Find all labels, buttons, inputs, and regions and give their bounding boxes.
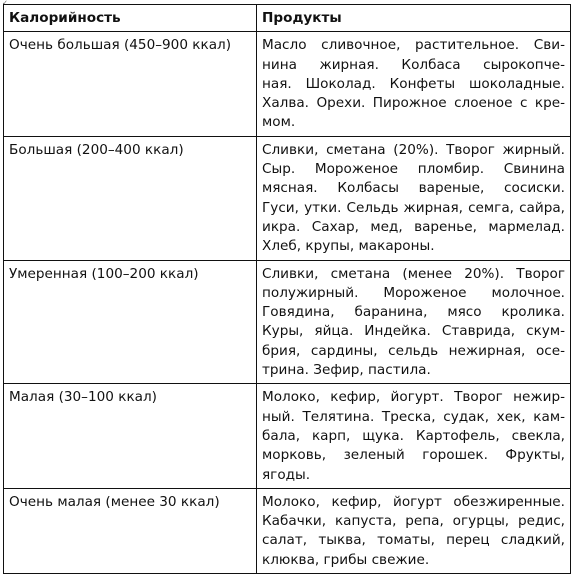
products-line: ный. Телятина. Треска, судак, хек, кам- [262, 408, 565, 425]
products-line: Халва. Орехи. Пирожное слоеное с кре- [262, 95, 565, 112]
table-row [4, 260, 571, 384]
products-line: полужирный. Мороженое молочное. [262, 284, 565, 301]
header-products: Продукты [257, 5, 571, 32]
table-row [4, 384, 571, 488]
products-line: Молоко, кефир, йогурт. Творог нежир- [262, 389, 565, 406]
products-line: Хлеб, крупы, макароны. [262, 238, 435, 255]
products-line: Говядина, баранина, мясо кролика. [262, 304, 565, 321]
table-row [4, 136, 571, 260]
category-cell: Очень малая (менее 30 ккал) [4, 488, 257, 573]
products-line: Масло сливочное, растительное. Сви- [262, 37, 565, 54]
products-cell [257, 384, 571, 488]
products-line: мясная. Колбасы вареные, сосиски. [262, 180, 565, 197]
table-row [4, 488, 571, 573]
products-line: салат, тыква, томаты, перец сладкий, [262, 532, 565, 549]
products-line: ягоды. [262, 466, 311, 483]
products-line: морковь, зеленый горошек. Фрукты, [262, 447, 565, 464]
products-line: бала, карп, щука. Картофель, свекла, [262, 427, 565, 444]
products-line: мом. [262, 114, 296, 131]
products-cell [257, 32, 571, 136]
category-cell: Умеренная (100–200 ккал) [4, 260, 257, 384]
header-calories: Калорийность [4, 5, 257, 32]
category-cell: Очень большая (450–900 ккал) [4, 32, 257, 136]
products-cell [257, 136, 571, 260]
products-line: Куры, яйца. Индейка. Ставрида, скум- [262, 323, 565, 340]
products-line: ная. Шоколад. Конфеты шоколадные. [262, 75, 565, 92]
products-line: трина. Зефир, пастила. [262, 362, 431, 379]
category-cell: Малая (30–100 ккал) [4, 384, 257, 488]
products-cell [257, 488, 571, 573]
category-cell: Большая (200–400 ккал) [4, 136, 257, 260]
products-line: Сливки, сметана (20%). Творог жирный. [262, 141, 565, 158]
products-line: Сливки, сметана (менее 20%). Творог [262, 265, 565, 282]
table-row [4, 32, 571, 136]
products-line: Молоко, кефир, йогурт обезжиренные. [262, 493, 565, 510]
products-line: Гуси, утки. Сельдь жирная, семга, сайра, [262, 199, 565, 216]
products-line: клюква, грибы свежие. [262, 551, 430, 568]
table-header-row [4, 5, 571, 32]
products-line: Кабачки, капуста, репа, огурцы, редис, [262, 513, 565, 530]
products-cell [257, 260, 571, 384]
corner-mark: ✓ [2, 0, 8, 7]
calorie-table [3, 4, 571, 574]
products-line: икра. Сахар, мед, варенье, мармелад. [262, 218, 565, 235]
products-line: нина жирная. Колбаса сырокопче- [262, 56, 565, 73]
products-line: Сыр. Мороженое пломбир. Свинина [262, 161, 565, 178]
products-line: брия, сардины, сельдь нежирная, осе- [262, 342, 565, 359]
